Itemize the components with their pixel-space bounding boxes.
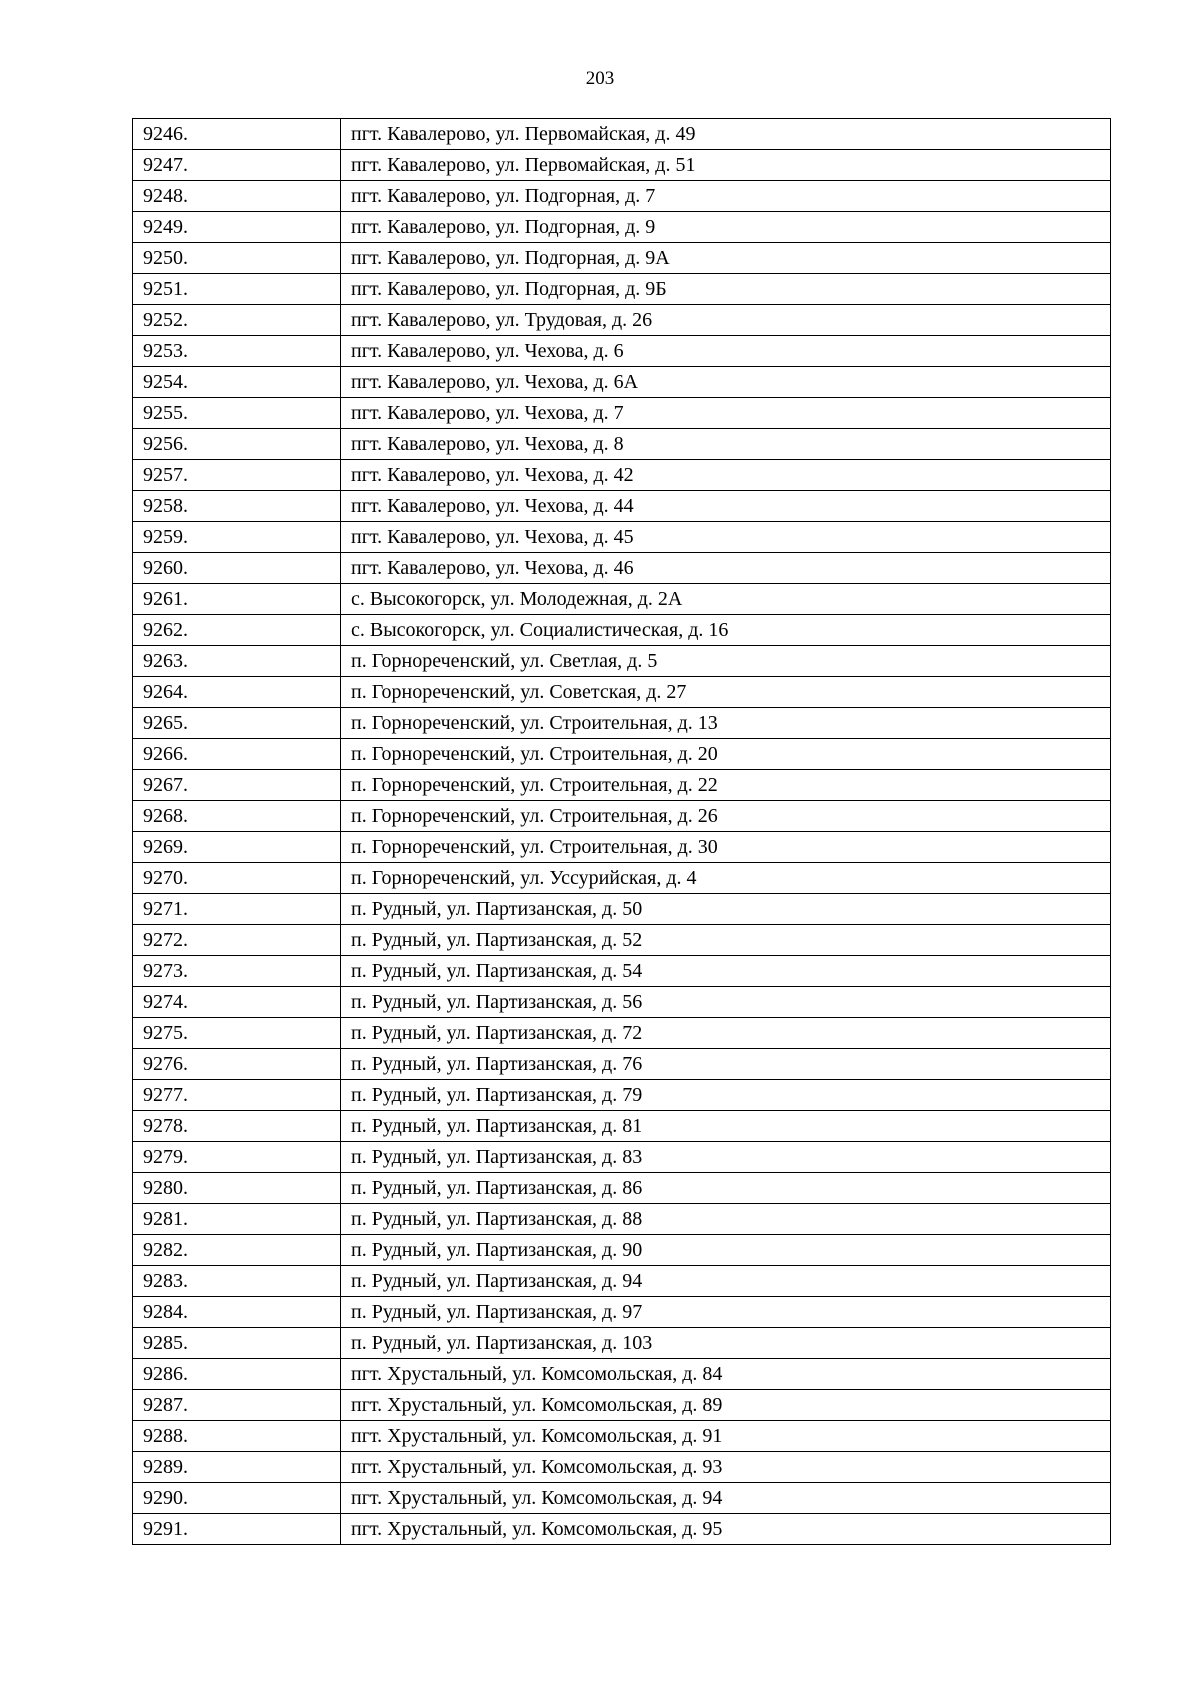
table-body: [133, 119, 1111, 1545]
address-cell: п. Горнореченский, ул. Строительная, д. 20: [341, 739, 1111, 770]
address-cell: п. Горнореченский, ул. Светлая, д. 5: [341, 646, 1111, 677]
table-row: [133, 646, 1111, 677]
row-number-cell: 9275.: [133, 1018, 341, 1049]
table-row: [133, 1266, 1111, 1297]
row-number-cell: 9284.: [133, 1297, 341, 1328]
table-row: [133, 336, 1111, 367]
row-number-cell: 9269.: [133, 832, 341, 863]
address-cell: пгт. Кавалерово, ул. Подгорная, д. 9: [341, 212, 1111, 243]
table-row: [133, 460, 1111, 491]
table-row: [133, 243, 1111, 274]
address-cell: п. Горнореченский, ул. Строительная, д. 22: [341, 770, 1111, 801]
row-number-cell: 9289.: [133, 1452, 341, 1483]
address-cell: пгт. Кавалерово, ул. Первомайская, д. 49: [341, 119, 1111, 150]
address-cell: п. Рудный, ул. Партизанская, д. 97: [341, 1297, 1111, 1328]
row-number-cell: 9258.: [133, 491, 341, 522]
table-row: [133, 274, 1111, 305]
table-row: [133, 119, 1111, 150]
address-cell: п. Рудный, ул. Партизанская, д. 52: [341, 925, 1111, 956]
table-row: [133, 1297, 1111, 1328]
address-cell: пгт. Кавалерово, ул. Чехова, д. 7: [341, 398, 1111, 429]
row-number-cell: 9264.: [133, 677, 341, 708]
row-number-cell: 9273.: [133, 956, 341, 987]
row-number-cell: 9282.: [133, 1235, 341, 1266]
table-row: [133, 1452, 1111, 1483]
address-cell: п. Рудный, ул. Партизанская, д. 56: [341, 987, 1111, 1018]
table-row: [133, 1173, 1111, 1204]
row-number-cell: 9253.: [133, 336, 341, 367]
address-cell: п. Рудный, ул. Партизанская, д. 88: [341, 1204, 1111, 1235]
row-number-cell: 9250.: [133, 243, 341, 274]
row-number-cell: 9251.: [133, 274, 341, 305]
table-row: [133, 832, 1111, 863]
address-cell: пгт. Кавалерово, ул. Чехова, д. 6А: [341, 367, 1111, 398]
address-cell: п. Рудный, ул. Партизанская, д. 72: [341, 1018, 1111, 1049]
table-row: [133, 150, 1111, 181]
address-cell: пгт. Хрустальный, ул. Комсомольская, д. 95: [341, 1514, 1111, 1545]
address-cell: п. Рудный, ул. Партизанская, д. 50: [341, 894, 1111, 925]
row-number-cell: 9248.: [133, 181, 341, 212]
address-cell: п. Рудный, ул. Партизанская, д. 83: [341, 1142, 1111, 1173]
row-number-cell: 9260.: [133, 553, 341, 584]
row-number-cell: 9281.: [133, 1204, 341, 1235]
row-number-cell: 9283.: [133, 1266, 341, 1297]
address-cell: с. Высокогорск, ул. Социалистическая, д. 16: [341, 615, 1111, 646]
address-cell: п. Рудный, ул. Партизанская, д. 76: [341, 1049, 1111, 1080]
address-cell: пгт. Кавалерово, ул. Трудовая, д. 26: [341, 305, 1111, 336]
row-number-cell: 9256.: [133, 429, 341, 460]
address-cell: п. Горнореченский, ул. Строительная, д. 30: [341, 832, 1111, 863]
address-cell: п. Рудный, ул. Партизанская, д. 103: [341, 1328, 1111, 1359]
address-cell: пгт. Хрустальный, ул. Комсомольская, д. 91: [341, 1421, 1111, 1452]
table-row: [133, 677, 1111, 708]
row-number-cell: 9290.: [133, 1483, 341, 1514]
address-cell: п. Рудный, ул. Партизанская, д. 54: [341, 956, 1111, 987]
table-row: [133, 1421, 1111, 1452]
address-cell: пгт. Кавалерово, ул. Подгорная, д. 9А: [341, 243, 1111, 274]
table-row: [133, 1359, 1111, 1390]
table-row: [133, 1328, 1111, 1359]
row-number-cell: 9279.: [133, 1142, 341, 1173]
row-number-cell: 9274.: [133, 987, 341, 1018]
address-cell: пгт. Кавалерово, ул. Чехова, д. 6: [341, 336, 1111, 367]
table-row: [133, 925, 1111, 956]
row-number-cell: 9257.: [133, 460, 341, 491]
table-row: [133, 801, 1111, 832]
row-number-cell: 9280.: [133, 1173, 341, 1204]
table-row: [133, 212, 1111, 243]
table-row: [133, 522, 1111, 553]
table-row: [133, 863, 1111, 894]
row-number-cell: 9262.: [133, 615, 341, 646]
address-cell: пгт. Кавалерово, ул. Чехова, д. 8: [341, 429, 1111, 460]
table-row: [133, 1018, 1111, 1049]
table-row: [133, 553, 1111, 584]
table-row: [133, 1142, 1111, 1173]
row-number-cell: 9277.: [133, 1080, 341, 1111]
table-row: [133, 398, 1111, 429]
table-row: [133, 491, 1111, 522]
address-cell: п. Горнореченский, ул. Советская, д. 27: [341, 677, 1111, 708]
address-cell: пгт. Кавалерово, ул. Подгорная, д. 7: [341, 181, 1111, 212]
row-number-cell: 9249.: [133, 212, 341, 243]
row-number-cell: 9261.: [133, 584, 341, 615]
address-cell: пгт. Кавалерово, ул. Первомайская, д. 51: [341, 150, 1111, 181]
address-cell: пгт. Кавалерово, ул. Подгорная, д. 9Б: [341, 274, 1111, 305]
table-row: [133, 367, 1111, 398]
table-row: [133, 1235, 1111, 1266]
address-cell: пгт. Кавалерово, ул. Чехова, д. 44: [341, 491, 1111, 522]
row-number-cell: 9272.: [133, 925, 341, 956]
table-row: [133, 615, 1111, 646]
page-number: 203: [585, 68, 615, 89]
table-row: [133, 584, 1111, 615]
row-number-cell: 9255.: [133, 398, 341, 429]
table-row: [133, 1080, 1111, 1111]
table-row: [133, 770, 1111, 801]
table-row: [133, 956, 1111, 987]
row-number-cell: 9263.: [133, 646, 341, 677]
table-row: [133, 429, 1111, 460]
address-cell: п. Рудный, ул. Партизанская, д. 79: [341, 1080, 1111, 1111]
row-number-cell: 9266.: [133, 739, 341, 770]
address-cell: пгт. Хрустальный, ул. Комсомольская, д. 84: [341, 1359, 1111, 1390]
row-number-cell: 9267.: [133, 770, 341, 801]
table-row: [133, 305, 1111, 336]
row-number-cell: 9254.: [133, 367, 341, 398]
row-number-cell: 9285.: [133, 1328, 341, 1359]
address-cell: пгт. Кавалерово, ул. Чехова, д. 45: [341, 522, 1111, 553]
table-row: [133, 1049, 1111, 1080]
row-number-cell: 9265.: [133, 708, 341, 739]
table-row: [133, 181, 1111, 212]
table-row: [133, 894, 1111, 925]
table-row: [133, 1390, 1111, 1421]
row-number-cell: 9247.: [133, 150, 341, 181]
address-cell: п. Рудный, ул. Партизанская, д. 94: [341, 1266, 1111, 1297]
row-number-cell: 9252.: [133, 305, 341, 336]
row-number-cell: 9278.: [133, 1111, 341, 1142]
address-cell: пгт. Хрустальный, ул. Комсомольская, д. 94: [341, 1483, 1111, 1514]
address-cell: пгт. Хрустальный, ул. Комсомольская, д. 93: [341, 1452, 1111, 1483]
row-number-cell: 9246.: [133, 119, 341, 150]
address-table: [132, 118, 1111, 1545]
address-cell: п. Рудный, ул. Партизанская, д. 86: [341, 1173, 1111, 1204]
row-number-cell: 9287.: [133, 1390, 341, 1421]
row-number-cell: 9291.: [133, 1514, 341, 1545]
address-cell: п. Горнореченский, ул. Строительная, д. 13: [341, 708, 1111, 739]
address-cell: пгт. Кавалерово, ул. Чехова, д. 42: [341, 460, 1111, 491]
table-row: [133, 739, 1111, 770]
address-cell: пгт. Кавалерово, ул. Чехова, д. 46: [341, 553, 1111, 584]
row-number-cell: 9270.: [133, 863, 341, 894]
address-cell: п. Горнореченский, ул. Уссурийская, д. 4: [341, 863, 1111, 894]
address-cell: п. Рудный, ул. Партизанская, д. 90: [341, 1235, 1111, 1266]
address-cell: п. Горнореченский, ул. Строительная, д. 26: [341, 801, 1111, 832]
address-cell: п. Рудный, ул. Партизанская, д. 81: [341, 1111, 1111, 1142]
table-row: [133, 1483, 1111, 1514]
table-row: [133, 1204, 1111, 1235]
row-number-cell: 9276.: [133, 1049, 341, 1080]
address-cell: с. Высокогорск, ул. Молодежная, д. 2А: [341, 584, 1111, 615]
row-number-cell: 9288.: [133, 1421, 341, 1452]
row-number-cell: 9268.: [133, 801, 341, 832]
row-number-cell: 9259.: [133, 522, 341, 553]
table-row: [133, 708, 1111, 739]
row-number-cell: 9271.: [133, 894, 341, 925]
table-row: [133, 1514, 1111, 1545]
table-row: [133, 1111, 1111, 1142]
table-row: [133, 987, 1111, 1018]
row-number-cell: 9286.: [133, 1359, 341, 1390]
address-cell: пгт. Хрустальный, ул. Комсомольская, д. 89: [341, 1390, 1111, 1421]
